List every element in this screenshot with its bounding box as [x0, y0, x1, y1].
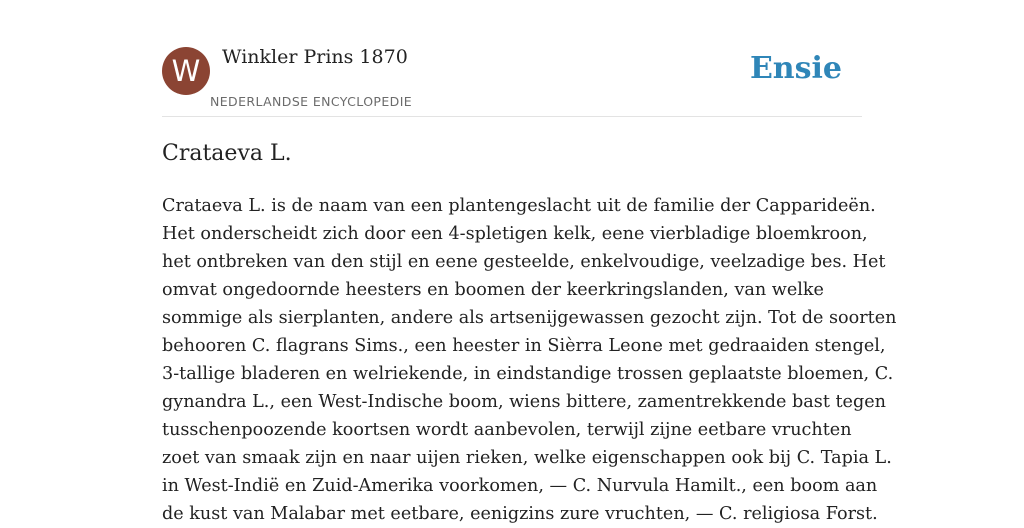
article-line: zoet van smaak zijn en naar uijen rieken, welke eigenschappen ook bij C. Tapia L.: [162, 448, 892, 468]
article-line: gynandra L., een West-Indische boom, wiens bittere, zamentrekkende bast tegen: [162, 392, 886, 412]
article-line: behooren C. flagrans Sims., een heester in Sièrra Leone met gedraaiden stengel,: [162, 336, 886, 356]
article-line: omvat ongedoornde heesters en boomen der keerkringslanden, van welke: [162, 280, 824, 300]
article-line: de kust van Malabar met eetbare, eenigzins zure vruchten, — C. religiosa Forst.: [162, 504, 878, 524]
article-line: Crataeva L. is de naam van een plantengeslacht uit de familie der Capparideën.: [162, 196, 876, 216]
source-title[interactable]: Winkler Prins 1870: [222, 46, 408, 68]
source-subtitle: NEDERLANDSE ENCYCLOPEDIE: [210, 94, 413, 109]
site-header: [162, 46, 862, 117]
ensie-logo-link[interactable]: Ensie: [749, 51, 842, 86]
article-line: 3-tallige bladeren en welriekende, in eindstandige trossen geplaatste bloemen, C.: [162, 364, 894, 384]
article-line: sommige als sierplanten, andere als artsenijgewassen gezocht zijn. Tot de soorten: [162, 308, 897, 328]
article-line: het ontbreken van den stijl en eene gesteelde, enkelvoudige, veelzadige bes. Het: [162, 252, 886, 272]
source-avatar[interactable]: W: [162, 47, 210, 95]
article-body: [162, 192, 897, 528]
article-line: in West-Indië en Zuid-Amerika voorkomen, — C. Nurvula Hamilt., een boom aan: [162, 476, 878, 496]
article-line: Het onderscheidt zich door een 4-spletigen kelk, eene vierbladige bloemkroon,: [162, 224, 868, 244]
article-title: Crataeva L.: [162, 141, 292, 166]
article-line: tusschenpoozende koortsen wordt aanbevolen, terwijl zijne eetbare vruchten: [162, 420, 852, 440]
